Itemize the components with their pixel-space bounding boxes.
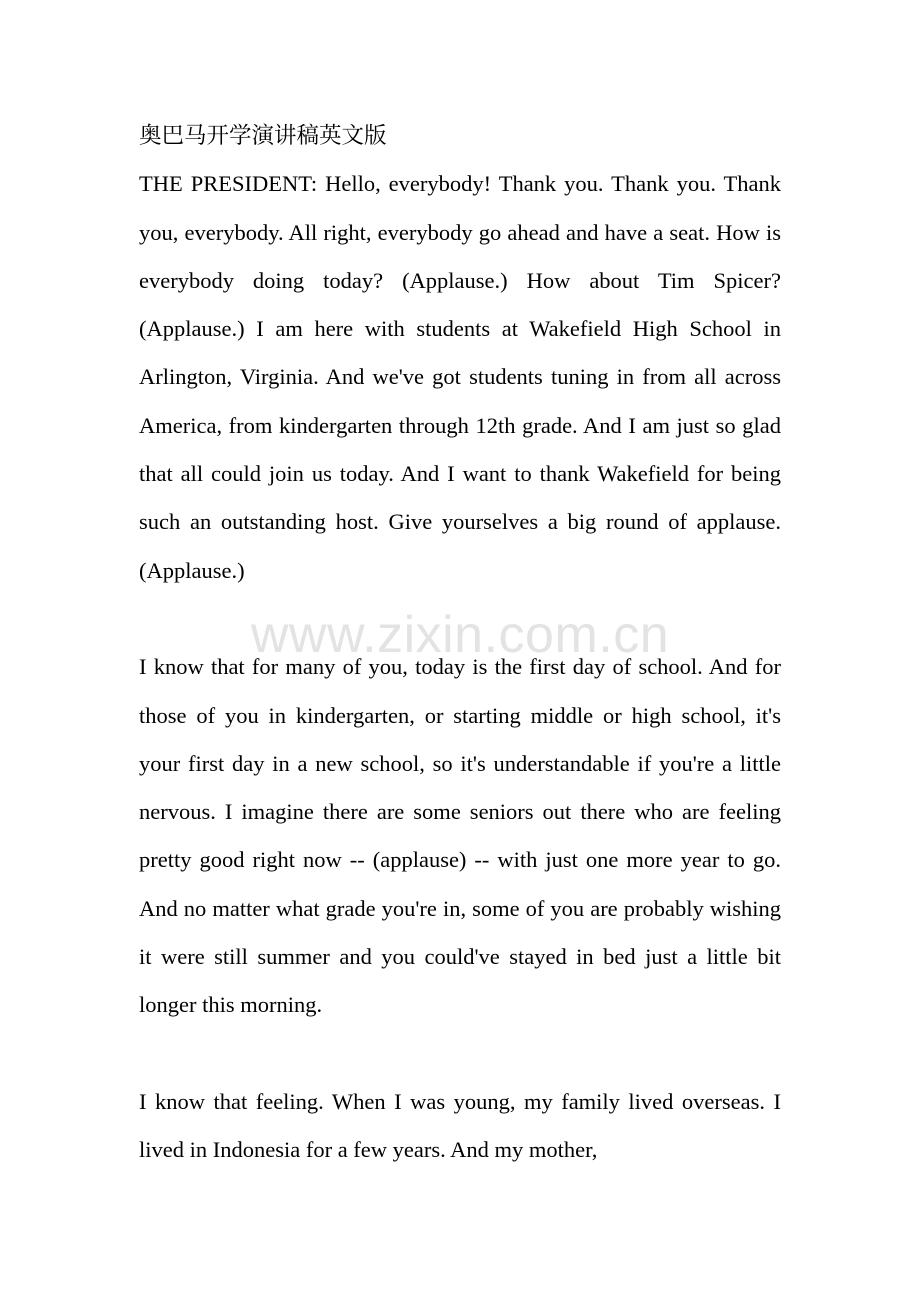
paragraph-3: I know that feeling. When I was young, my family lived overseas. I lived in Indonesia for a few years. And my mother,	[139, 1088, 781, 1163]
document-body	[139, 112, 781, 1175]
paragraph-2: I know that for many of you, today is the first day of school. And for those of you in kindergarten, or starting middle or high school, it's your first day in a new school, so it's understandable if you're a little nervous. I imagine there are some seniors out there who are feeling pretty good right now -- (applause) -- with just one more year to go. And no matter what grade you're in, some of you are probably wishing it were still summer and you could've stayed in bed just a little bit longer this morning.	[139, 654, 781, 1018]
paragraph-spacer	[139, 1030, 781, 1078]
paragraph-spacer	[139, 595, 781, 643]
watermark: www.zixin.com.cn	[250, 606, 670, 664]
paragraph-1: THE PRESIDENT: Hello, everybody! Thank you. Thank you. Thank you, everybody. All right, everybody go ahead and have a seat. How is everybody doing today? (Applause.) How about Tim Spicer? (Applause.) I am here with students at Wakefield High School in Arlington, Virginia. And we've got students tuning in from all across America, from kindergarten through 12th grade. And I am just so glad that all could join us today. And I want to thank Wakefield for being such an outstanding host. Give yourselves a big round of applause. (Applause.)	[139, 171, 781, 583]
document-title: 奥巴马开学演讲稿英文版	[139, 123, 387, 148]
